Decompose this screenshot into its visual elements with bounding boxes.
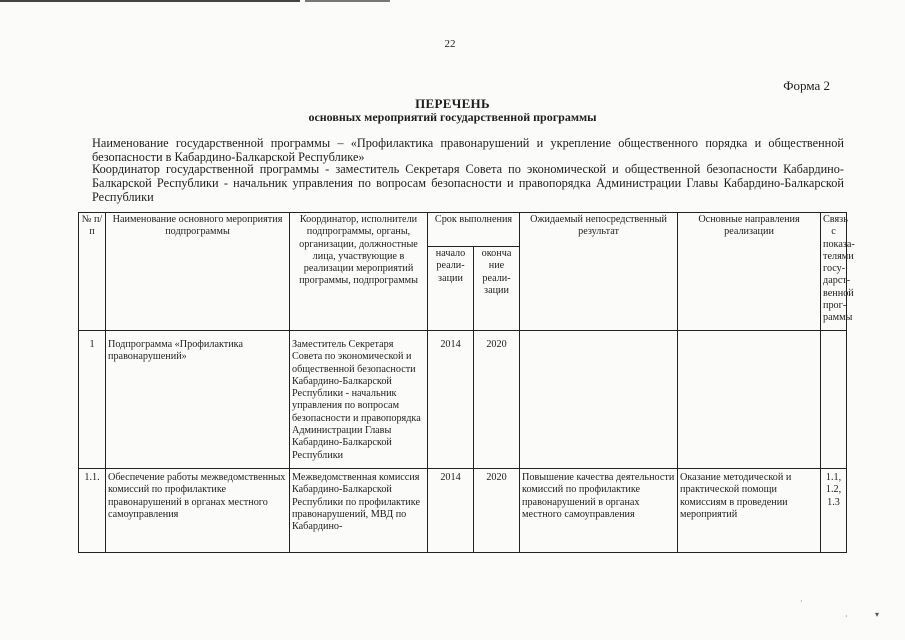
document-subtitle: основных мероприятий государственной программы xyxy=(308,110,597,124)
form-label: Форма 2 xyxy=(783,78,830,93)
cell-name: Обеспечение работы межведомственных комиссий по профилактике правонарушений в органах местного самоуправления xyxy=(106,469,290,553)
cell-end: 2020 xyxy=(474,331,520,469)
cell-result xyxy=(520,331,678,469)
page-number: 22 xyxy=(444,38,456,50)
cell-directions xyxy=(678,331,821,469)
scan-edge-line xyxy=(0,0,300,2)
header-coordinator: Координатор, исполнители подпрограммы, органы, организации, должностные лица, участвующие в реализации мероприятий программы, подпрограммы xyxy=(290,213,428,331)
scan-speck: · xyxy=(800,597,803,606)
table-header-row xyxy=(79,213,847,247)
measures-table xyxy=(78,212,855,553)
header-name: Наименование основного мероприятия подпрограммы xyxy=(106,213,290,331)
scan-speck: · xyxy=(845,612,848,621)
cell-num: 1.1. xyxy=(79,469,106,553)
coordinator-paragraph: Координатор государственной программы - заместитель Секретаря Совета по экономической и общественной безопасности Кабардино-Балкарской Республики - начальник управления по вопросам безопасности и правопорядка Администрации Главы Кабардино-Балкарской Республики xyxy=(92,162,844,204)
header-result: Ожидаемый непосредственный результат xyxy=(520,213,678,331)
scan-edge-line xyxy=(305,0,390,2)
header-end: оконча ние реали-зации xyxy=(474,247,520,331)
header-term: Срок выполнения xyxy=(428,213,520,247)
cell-end: 2020 xyxy=(474,469,520,553)
cell-coordinator: Межведомственная комиссия Кабардино-Балкарской Республики по профилактике правонарушений, МВД по Кабардино- xyxy=(290,469,428,553)
table-row xyxy=(79,331,847,469)
cell-result: Повышение качества деятельности комиссий по профилактике правонарушений в органах местного самоуправления xyxy=(520,469,678,553)
cell-start: 2014 xyxy=(428,331,474,469)
header-directions: Основные направления реализации xyxy=(678,213,821,331)
header-start: начало реали-зации xyxy=(428,247,474,331)
scan-speck: ▾ xyxy=(875,610,880,619)
program-name-paragraph: Наименование государственной программы – «Профилактика правонарушений и укрепление общественного порядка и общественной безопасности в Кабардино-Балкарской Республике» xyxy=(92,136,844,164)
cell-link: 1.1, 1.2, 1.3 xyxy=(821,469,847,553)
cell-link xyxy=(821,331,847,469)
header-num: № п/п xyxy=(79,213,106,331)
cell-num: 1 xyxy=(79,331,106,469)
cell-coordinator: Заместитель Секретаря Совета по экономической и общественной безопасности Кабардино-Балкарской Республики - начальник управления по вопросам безопасности и правопорядка Администрации Главы Кабардино-Балкарской Республики xyxy=(290,331,428,469)
cell-name: Подпрограмма «Профилактика правонарушений» xyxy=(106,331,290,469)
cell-directions: Оказание методической и практической помощи комиссиям в проведении мероприятий xyxy=(678,469,821,553)
table-row xyxy=(79,469,847,553)
header-link: Связь с показа-телями госу-дарст-венной прог-раммы xyxy=(821,213,847,331)
document-title: ПЕРЕЧЕНЬ xyxy=(415,96,490,111)
cell-start: 2014 xyxy=(428,469,474,553)
